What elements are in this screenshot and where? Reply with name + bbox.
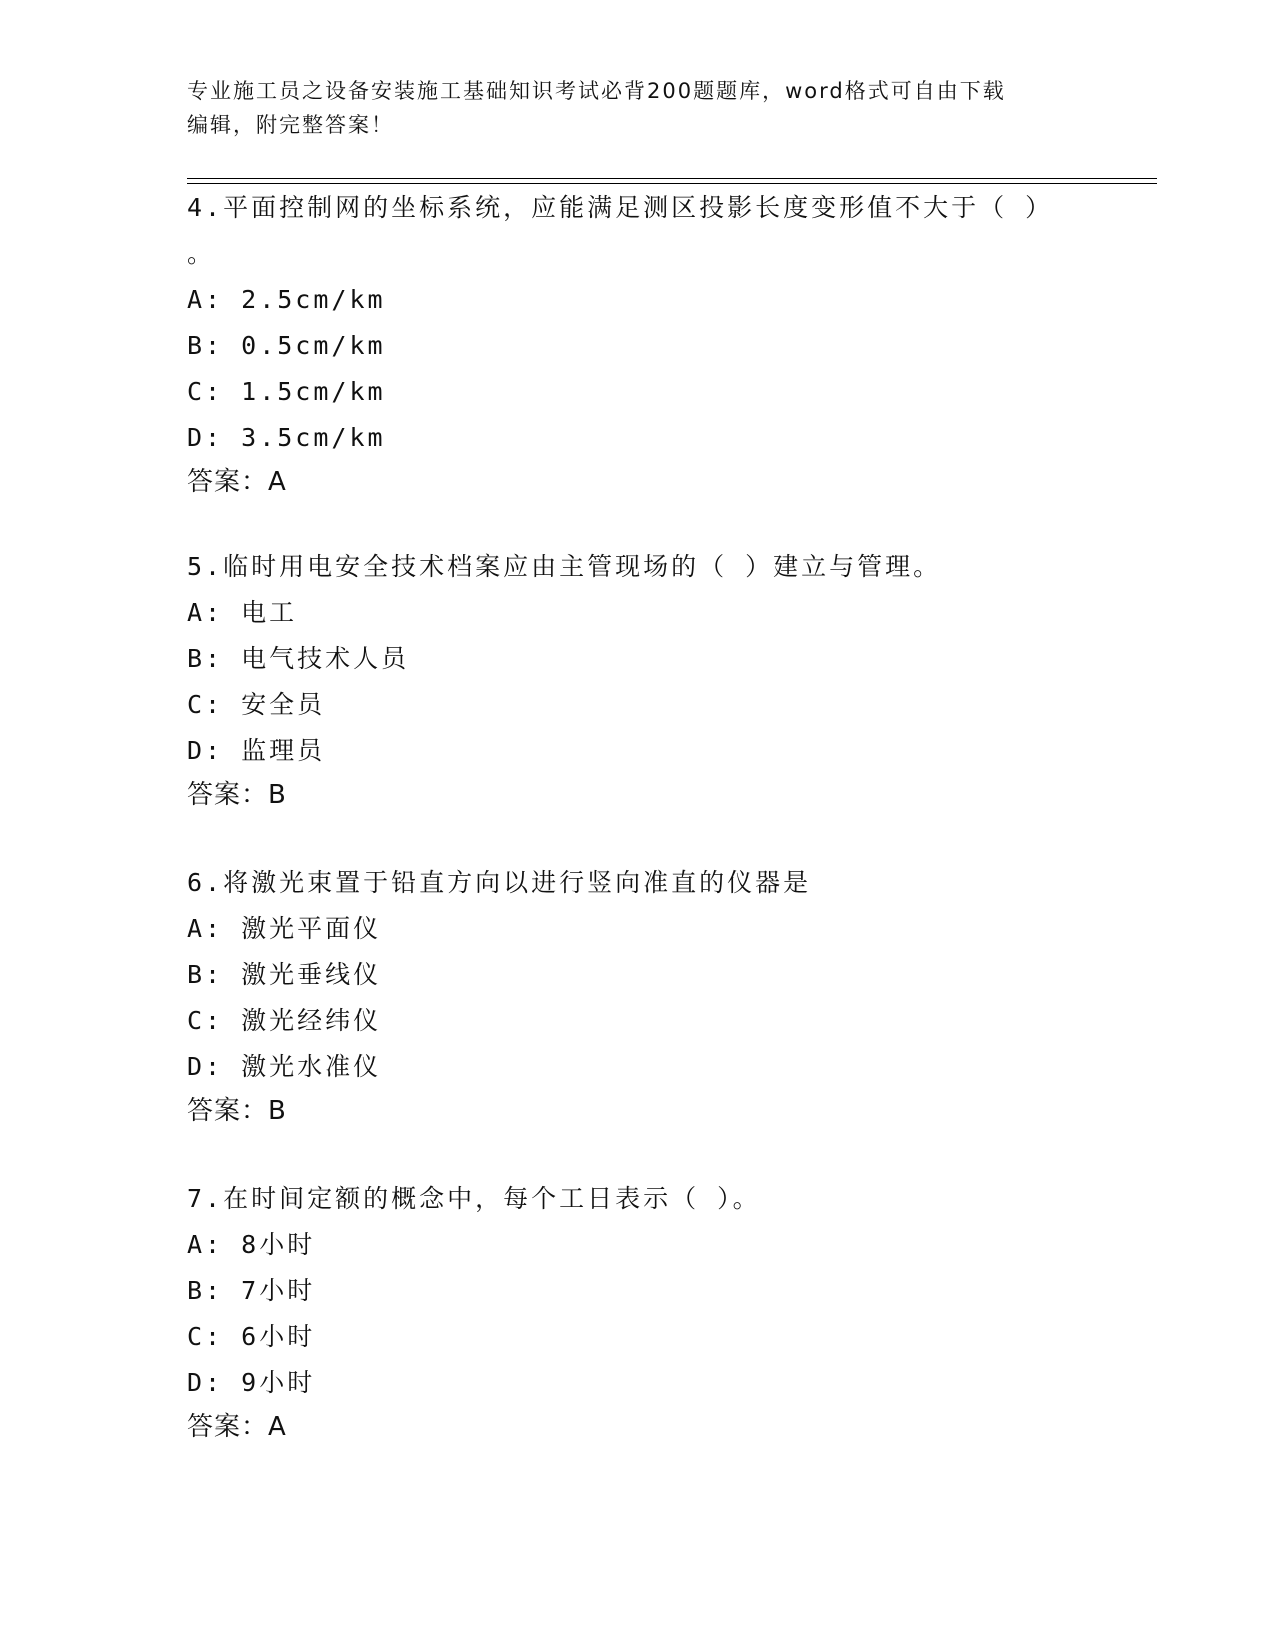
answer-label: 答案：B [187,780,287,810]
document-header [187,74,1087,142]
header-divider-bottom [187,183,1157,184]
option-a: A: 2.5cm/km [187,285,386,314]
option-d: D: 监理员 [187,736,326,765]
question-4 [187,193,1087,497]
answer-label: 答案：A [187,467,287,497]
option-b: B: 激光垂线仪 [187,960,382,989]
option-a: A: 8小时 [187,1230,316,1259]
option-b: B: 电气技术人员 [187,644,410,673]
option-d: D: 3.5cm/km [187,423,386,452]
header-divider-top [187,178,1157,179]
option-c: C: 安全员 [187,690,326,719]
option-c: C: 激光经纬仪 [187,1006,382,1035]
question-6 [187,868,1087,1126]
question-stem: 7.在时间定额的概念中，每个工日表示（ ）。 [187,1184,761,1213]
header-line-2: 编辑，附完整答案！ [187,113,394,137]
option-b: B: 7小时 [187,1276,316,1305]
question-stem: 4.平面控制网的坐标系统，应能满足测区投影长度变形值不大于（ ） [187,193,1054,222]
option-b: B: 0.5cm/km [187,331,386,360]
question-stem-continuation: 。 [187,239,213,268]
option-list [187,914,1087,1082]
option-list [187,1230,1087,1398]
question-7 [187,1184,1087,1442]
option-a: A: 电工 [187,598,298,627]
question-5 [187,552,1087,810]
answer-label: 答案：A [187,1412,287,1442]
option-list [187,285,1087,453]
question-stem: 6.将激光束置于铅直方向以进行竖向准直的仪器是 [187,868,812,897]
option-c: C: 6小时 [187,1322,316,1351]
option-d: D: 9小时 [187,1368,316,1397]
header-line-1: 专业施工员之设备安装施工基础知识考试必背200题题库，word格式可自由下载 [187,79,1006,103]
option-a: A: 激光平面仪 [187,914,382,943]
option-d: D: 激光水准仪 [187,1052,382,1081]
option-list [187,598,1087,766]
answer-label: 答案：B [187,1096,287,1126]
question-stem: 5.临时用电安全技术档案应由主管现场的（ ）建立与管理。 [187,552,942,581]
option-c: C: 1.5cm/km [187,377,386,406]
